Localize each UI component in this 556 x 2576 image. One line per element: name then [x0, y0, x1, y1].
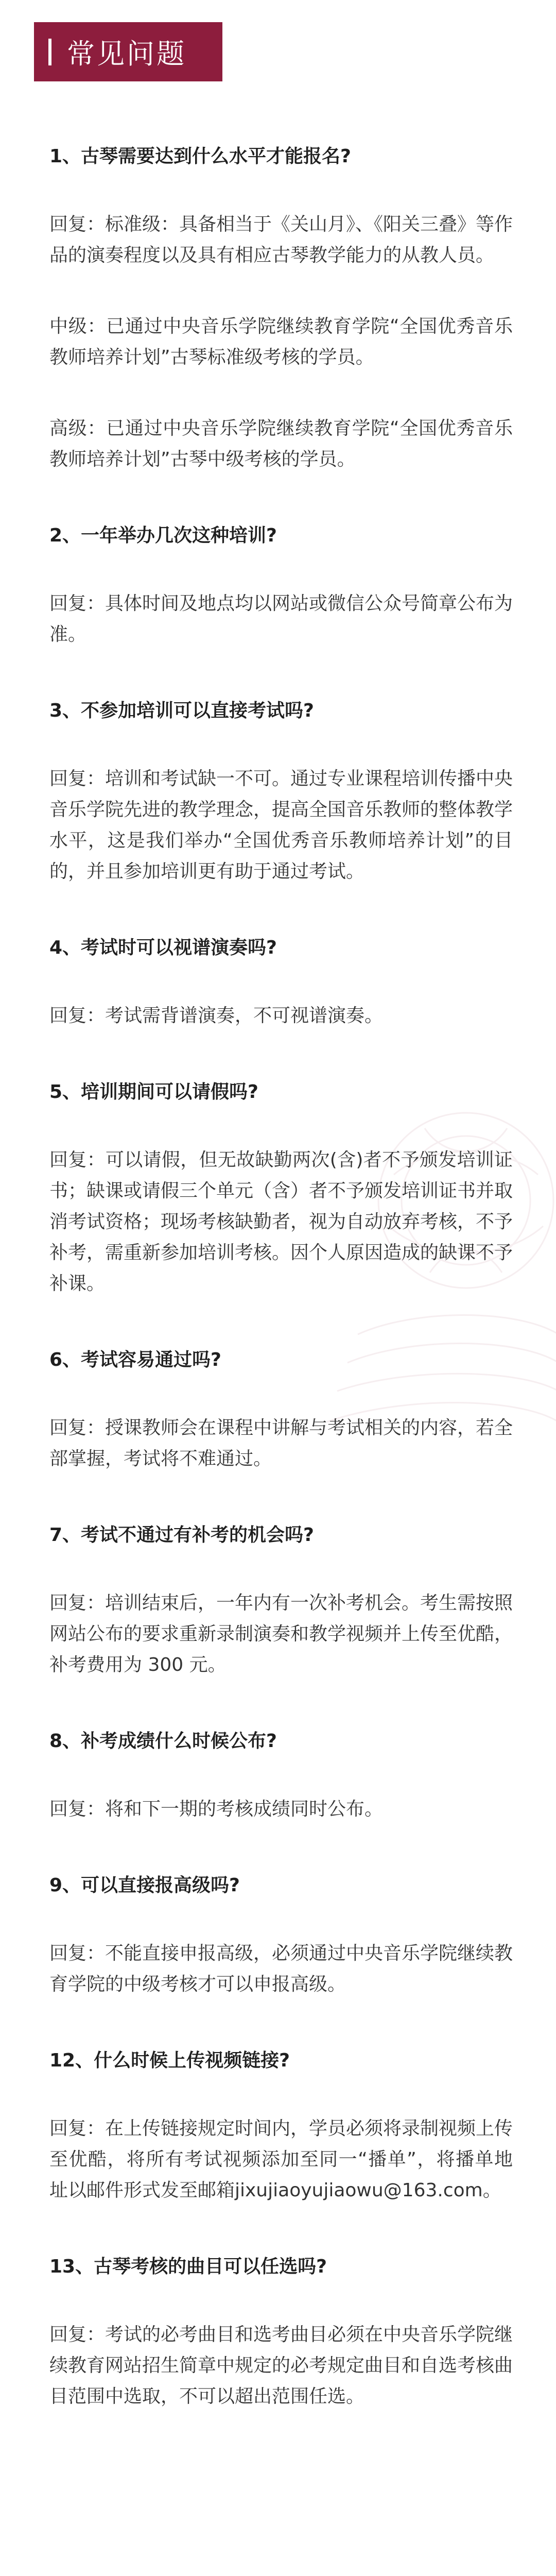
faq-item — [49, 523, 513, 650]
faq-question: 3、不参加培训可以直接考试吗? — [49, 700, 314, 721]
faq-question: 5、培训期间可以请假吗? — [49, 1081, 258, 1103]
faq-list — [49, 144, 513, 2461]
faq-answer: 回复：培训结束后，一年内有一次补考机会。考生需按照网站公布的要求重新录制演奏和教学视频并上传至优酷，补考费用为 300 元。 — [49, 1592, 513, 1675]
faq-answer: 回复：具体时间及地点均以网站或微信公众号简章公布为准。 — [49, 593, 513, 645]
faq-answer: 回复：将和下一期的考核成绩同时公布。 — [49, 1799, 384, 1820]
faq-answer: 回复：不能直接申报高级，必须通过中央音乐学院继续教育学院的中级考核才可以申报高级。 — [49, 1943, 513, 1995]
faq-question: 6、考试容易通过吗? — [49, 1349, 221, 1370]
faq-item — [49, 699, 513, 887]
faq-question: 12、什么时候上传视频链接? — [49, 2050, 290, 2071]
faq-item — [49, 144, 513, 475]
faq-item — [49, 1873, 513, 2000]
faq-question: 8、补考成绩什么时候公布? — [49, 1731, 277, 1752]
faq-answer: 回复：在上传链接规定时间内，学员必须将录制视频上传至优酷，将所有考试视频添加至同一“播单”，将播单地址以邮件形式发至邮箱jixujiaoyujiaowu@163.com。 — [49, 2118, 513, 2201]
faq-question: 4、考试时可以视谱演奏吗? — [49, 937, 277, 958]
faq-answer: 回复：考试需背谱演奏，不可视谱演奏。 — [49, 1005, 384, 1026]
faq-question: 9、可以直接报高级吗? — [49, 1875, 240, 1896]
faq-answer: 中级：已通过中央音乐学院继续教育学院“全国优秀音乐教师培养计划”古琴标准级考核的学员。 — [49, 316, 513, 368]
faq-answer: 回复：考试的必考曲目和选考曲目必须在中央音乐学院继续教育网站招生简章中规定的必考规定曲目和自选考核曲目范围中选取，不可以超出范围任选。 — [49, 2324, 513, 2407]
page-header — [34, 22, 222, 81]
faq-question: 13、古琴考核的曲目可以任选吗? — [49, 2256, 327, 2277]
faq-item — [49, 2048, 513, 2206]
faq-item — [49, 1080, 513, 1299]
faq-item — [49, 2255, 513, 2412]
faq-answer: 回复：培训和考试缺一不可。通过专业课程培训传播中央音乐学院先进的教学理念，提高全国音乐教师的整体教学水平，这是我们举办“全国优秀音乐教师培养计划”的目的，并且参加培训更有助于通过考试。 — [49, 768, 513, 882]
faq-item — [49, 1729, 513, 1825]
faq-answer: 高级：已通过中央音乐学院继续教育学院“全国优秀音乐教师培养计划”古琴中级考核的学员。 — [49, 418, 513, 470]
faq-item — [49, 936, 513, 1031]
faq-answer: 回复：可以请假，但无故缺勤两次(含)者不予颁发培训证书；缺课或请假三个单元（含）者不予颁发培训证书并取消考试资格；现场考核缺勤者，视为自动放弃考核，不予补考，需重新参加培训考核。因个人原因造成的缺课不予补课。 — [49, 1149, 513, 1294]
faq-answer: 回复：授课教师会在课程中讲解与考试相关的内容，若全部掌握，考试将不难通过。 — [49, 1417, 513, 1469]
faq-item — [49, 1348, 513, 1475]
faq-item — [49, 1523, 513, 1681]
faq-question: 7、考试不通过有补考的机会吗? — [49, 1524, 314, 1546]
faq-question: 2、一年举办几次这种培训? — [49, 525, 277, 546]
page-title: 常见问题 — [67, 38, 186, 70]
header-divider — [48, 39, 51, 65]
faq-answer: 回复：标准级：具备相当于《关山月》、《阳关三叠》等作品的演奏程度以及具有相应古琴教学能力的从教人员。 — [49, 214, 513, 266]
faq-question: 1、古琴需要达到什么水平才能报名? — [49, 146, 351, 167]
